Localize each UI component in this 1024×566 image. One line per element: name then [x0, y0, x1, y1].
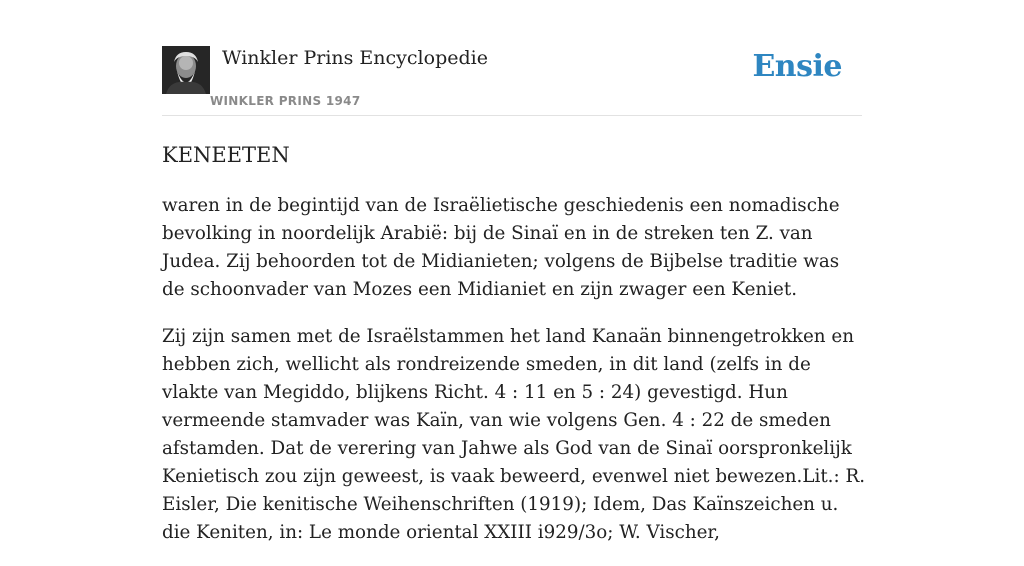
article-title: KENEETEN [162, 143, 290, 167]
header-divider [162, 115, 862, 116]
portrait-avatar-icon[interactable] [162, 46, 210, 94]
article-paragraph-2: Zij zijn samen met de Israëlstammen het land Kanaän binnengetrokken en hebben zich, wellicht als rondreizende smeden, in dit land (zelfs in de vlakte van Megiddo, blijkens Richt. 4 : 11 en 5 : 24) gevestigd. Hun vermeende stamvader was Kaïn, van wie volgens Gen. 4 : 22 de smeden afstamden. Dat de verering van Jahwe als God van de Sinaï oorspronkelijk Kenietisch zou zijn geweest, is vaak beweerd, evenwel niet bewezen.Lit.: R. Eisler, Die kenitische Weihenschriften (1919); Idem, Das Kaïnszeichen u. die Keniten, in: Le monde oriental XXIII i929/3o; W. Vischer, [162, 326, 866, 543]
source-title[interactable]: Winkler Prins Encyclopedie [222, 47, 488, 69]
article-paragraph-1: waren in de begintijd van de Israëlietische geschiedenis een nomadische bevolking in noordelijk Arabië: bij de Sinaï en in de streken ten Z. van Judea. Zij behoorden tot de Midianieten; volgens de Bijbelse traditie was de schoonvader van Mozes een Midianiet en zijn zwager een Keniet. [162, 195, 840, 300]
ensie-logo[interactable]: Ensie [752, 49, 842, 84]
source-header [162, 46, 862, 116]
article-body [162, 192, 867, 566]
edition-label: WINKLER PRINS 1947 [210, 94, 361, 108]
portrait-image [162, 46, 210, 94]
